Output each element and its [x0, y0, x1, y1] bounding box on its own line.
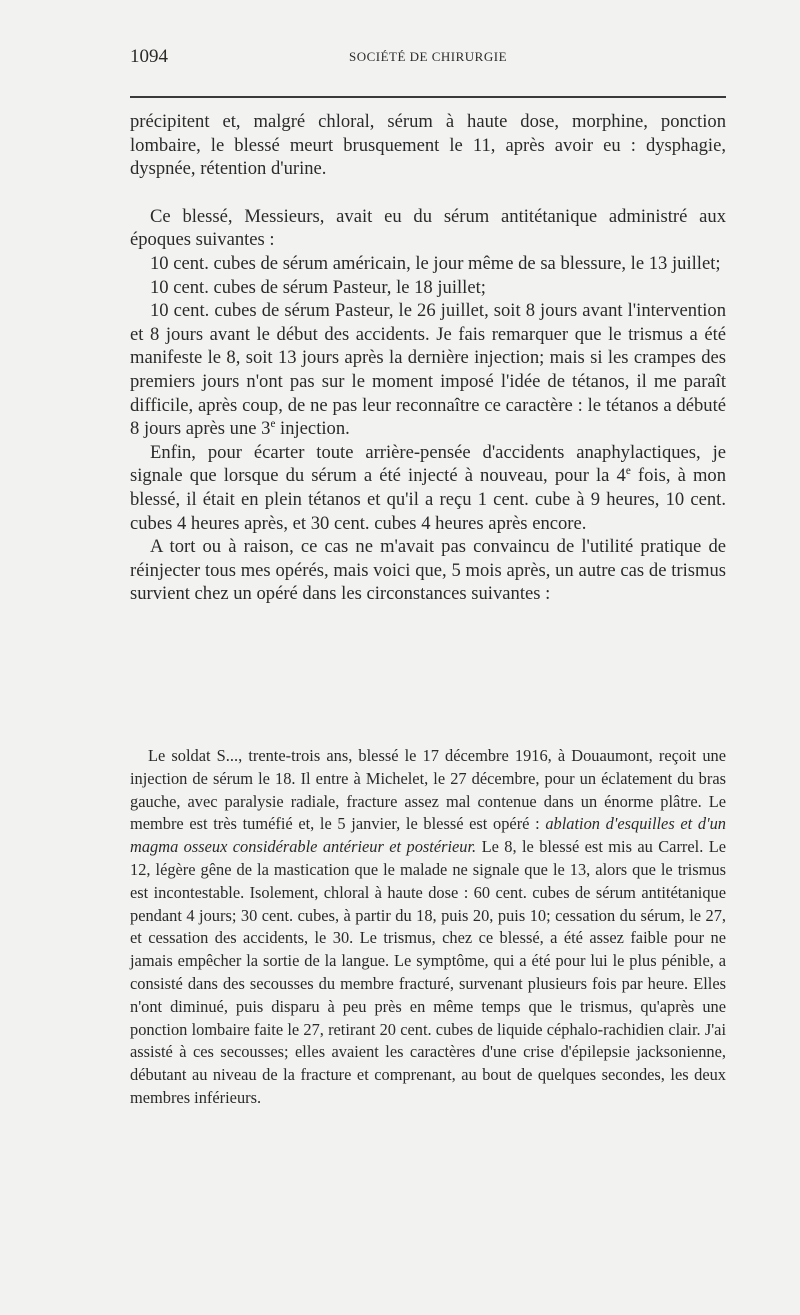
paragraph-dose-2: 10 cent. cubes de sérum Pasteur, le 18 juillet;	[150, 276, 486, 298]
superscript-e: e	[625, 465, 631, 478]
header-rule	[130, 96, 726, 98]
paragraph-continued: précipitent et, malgré chloral, sérum à haute dose, morphine, ponction lombaire, le blessé meurt brusquement le 11, après avoir eu : dysphagie, dyspnée, rétention d'urine.	[130, 111, 726, 180]
paragraph-dose-3	[130, 299, 726, 441]
case-text-2: Le 8, le blessé est mis au Carrel. Le 12, légère gêne de la mastication que le malade ne signale que le 13, alors que le trismus est incontestable. Isolement, chloral à haute dose : 60 cent. cubes de sérum antitétanique pendant 4 jours; 30 cent. cubes, à partir du 18, puis 20, puis 10; cessation du sérum, le 27, et cessation des accidents, le 30. Le trismus, chez ce blessé, a été assez faible pour ne jamais empêcher la sortie de la langue. Le symptôme, qui a été pour lui le plus pénible, a consisté dans des secousses du membre fracturé, survenant plusieurs fois par heure. Elles n'ont diminué, puis disparu à peu près en même temps que le trismus, qu'après une ponction lombaire faite le 27, retirant 20 cent. cubes de liquide céphalo-rachidien clair. J'ai assisté à ces secousses; elles avaient les caractères d'une crise d'épilepsie jacksonienne, débutant au niveau de la fracture et comprenant, au bout de quelques secondes, les deux membres inférieurs.	[130, 837, 726, 1107]
anaphylaxis-text-end: fois, à mon blessé, il était en plein tétanos et qu'il a reçu 1 cent. cube à 9 heures, 10 cent. cubes 4 heures après, et 30 cent. cubes 4 heures après encore.	[130, 465, 727, 534]
case-report	[130, 745, 726, 1110]
page-header	[130, 46, 726, 76]
paragraph-second-case-intro: A tort ou à raison, ce cas ne m'avait pas convaincu de l'utilité pratique de réinjecter tous mes opérés, mais voici que, 5 mois après, un autre cas de trismus survient chez un opéré dans les circonstances suivantes :	[130, 536, 726, 605]
paragraph-dose-1: 10 cent. cubes de sérum américain, le jour même de sa blessure, le 13 juillet;	[150, 252, 721, 274]
page-number: 1094	[130, 46, 168, 67]
case-text-italic: ablation d'esquilles et d'un magma osseux considérable antérieur et postérieur.	[130, 814, 726, 857]
paragraph-anaphylaxis	[130, 441, 726, 535]
main-text	[130, 110, 726, 606]
superscript-e: e	[270, 417, 276, 430]
dose-3-text-end: injection.	[275, 418, 350, 440]
paragraph-serum-intro: Ce blessé, Messieurs, avait eu du sérum antitétanique administré aux époques suivantes :	[130, 205, 726, 251]
dose-3-text: 10 cent. cubes de sérum Pasteur, le 26 juillet, soit 8 jours avant l'intervention et 8 jours avant le début des accidents. Je fais remarquer que le trismus a été manifeste le 8, soit 13 jours après la dernière injection; mais si les crampes des premiers jours n'ont pas sur le moment imposé l'idée de tétanos, il me paraît difficile, après coup, de ne pas leur reconnaître ce caractère : le tétanos a débuté 8 jours après une 3	[130, 300, 726, 440]
case-report-paragraph	[130, 745, 726, 1110]
case-text-1: Le soldat S..., trente-trois ans, blessé le 17 décembre 1916, à Douaumont, reçoit une injection de sérum le 18. Il entre à Michelet, le 27 décembre, pour un éclatement du bras gauche, avec paralysie radiale, fracture assez mal contenue dans un énorme plâtre. Le membre est très tuméfié et, le 5 janvier, le blessé est opéré :	[130, 746, 726, 834]
running-title: SOCIÉTÉ DE CHIRURGIE	[348, 49, 508, 64]
anaphylaxis-text: Enfin, pour écarter toute arrière-pensée d'accidents anaphylactiques, je signale que lorsque du sérum a été injecté à nouveau, pour la 4	[130, 441, 726, 487]
